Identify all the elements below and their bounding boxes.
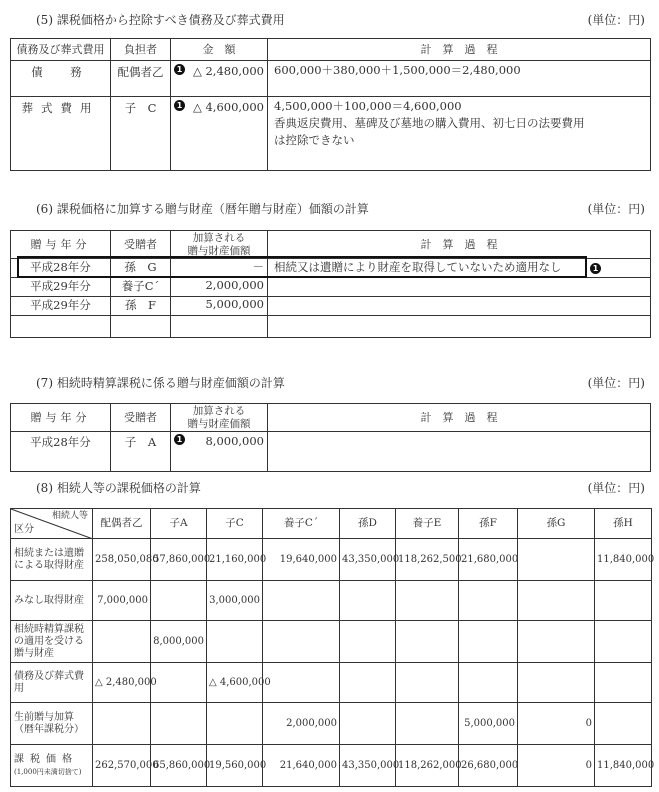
row-label	[11, 703, 93, 745]
value-cell: 26,680,000	[459, 745, 518, 787]
section-6	[0, 190, 659, 350]
value-cell: 262,570,000	[93, 745, 151, 787]
recipient-cell: 孫 F	[111, 297, 171, 316]
row-label-text: 生前贈与加算（暦年課税分）	[14, 711, 84, 735]
process-line: は控除できない	[274, 133, 355, 147]
value-cell	[595, 703, 652, 745]
value-cell	[340, 621, 396, 663]
value-cell	[151, 581, 207, 621]
table-row	[11, 539, 652, 581]
empty-cell	[111, 316, 171, 338]
table-row	[11, 278, 651, 297]
table-row	[11, 432, 651, 472]
table-row	[11, 297, 651, 316]
amount-value: 8,000,000	[205, 434, 264, 448]
value-cell	[263, 663, 340, 703]
row-label	[11, 539, 93, 581]
value-cell: 11,840,000	[595, 539, 652, 581]
value-cell: 19,560,000	[207, 745, 263, 787]
corner-header	[11, 509, 93, 539]
col-header: 孫D	[340, 509, 396, 539]
col-header: 子C	[207, 509, 263, 539]
value-cell: 8,000,000	[151, 621, 207, 663]
value-cell: 0	[518, 703, 595, 745]
value-cell	[340, 703, 396, 745]
process-cell	[268, 297, 651, 316]
process-cell	[268, 97, 651, 171]
header-item: 債務及び葬式費用	[11, 39, 111, 61]
process-cell	[268, 432, 651, 472]
col-header: 孫F	[459, 509, 518, 539]
value-cell: 118,262,000	[396, 745, 459, 787]
value-cell	[518, 581, 595, 621]
value-cell: △ 4,600,000	[207, 663, 263, 703]
table-row	[11, 703, 652, 745]
value-cell	[396, 663, 459, 703]
value-cell	[151, 663, 207, 703]
value-cell	[396, 621, 459, 663]
section-7-unit: (単位：円)	[587, 376, 645, 390]
year-cell: 平成29年分	[11, 297, 111, 316]
process-line: 4,500,000＋100,000＝4,600,000	[274, 99, 462, 113]
section-6-unit: (単位：円)	[587, 202, 645, 216]
taxable-value-table	[10, 508, 655, 787]
amount-cell	[171, 432, 268, 472]
row-label	[11, 581, 93, 621]
col-header: 養子E	[396, 509, 459, 539]
row-label	[11, 621, 93, 663]
amount-value: △ 2,480,000	[192, 64, 264, 78]
year-cell: 平成29年分	[11, 278, 111, 297]
process-cell	[268, 61, 651, 97]
amount-cell: －	[171, 259, 268, 278]
row-label-text: 相続時精算課税の適用を受ける贈与財産	[14, 623, 84, 659]
value-cell: 21,680,000	[459, 539, 518, 581]
corner-top-label: 相続人等	[51, 511, 88, 521]
header-amount: 加算される 贈与財産価額	[171, 404, 268, 432]
value-cell: 3,000,000	[207, 581, 263, 621]
corner-bottom-label: 区分	[14, 524, 34, 535]
value-cell: △ 2,480,000	[93, 663, 151, 703]
value-cell: 57,860,000	[151, 539, 207, 581]
table-row	[11, 745, 652, 787]
value-cell: 21,160,000	[207, 539, 263, 581]
col-header: 孫G	[518, 509, 595, 539]
table-row	[11, 61, 651, 97]
item-cell: 債 務	[11, 61, 111, 97]
recipient-cell: 子 A	[111, 432, 171, 472]
section-8-title: (8) 相続人等の課税価格の計算	[36, 481, 201, 495]
value-cell	[459, 663, 518, 703]
header-recipient: 受贈者	[111, 231, 171, 259]
value-cell	[263, 581, 340, 621]
amount-cell	[171, 61, 268, 97]
section-7	[0, 365, 659, 475]
value-cell	[459, 621, 518, 663]
header-process: 計 算 過 程	[268, 39, 651, 61]
value-cell: 5,000,000	[459, 703, 518, 745]
value-cell: 2,000,000	[263, 703, 340, 745]
debt-funeral-table	[10, 38, 651, 171]
value-cell	[263, 621, 340, 663]
process-cell	[268, 278, 651, 297]
section-5-unit: (単位：円)	[587, 13, 645, 27]
value-cell: 65,860,000	[151, 745, 207, 787]
col-header: 子A	[151, 509, 207, 539]
value-cell	[340, 581, 396, 621]
value-cell	[93, 703, 151, 745]
value-cell: 0	[518, 745, 595, 787]
score-badge-icon: 1	[174, 100, 185, 111]
empty-cell	[11, 316, 111, 338]
col-header: 孫H	[595, 509, 652, 539]
value-cell	[207, 703, 263, 745]
row-label	[11, 745, 93, 787]
section-8	[0, 475, 659, 792]
row-label-text: 課税価格	[14, 753, 78, 765]
section-7-title: (7) 相続時精算課税に係る贈与財産価額の計算	[36, 376, 285, 390]
amount-cell: 5,000,000	[171, 297, 268, 316]
process-cell: 相続又は遺贈により財産を取得していないため適用なし	[268, 259, 651, 278]
value-cell: 43,350,000	[340, 539, 396, 581]
gift-addition-table	[10, 230, 651, 338]
value-cell	[459, 581, 518, 621]
recipient-cell: 孫 G	[111, 259, 171, 278]
table-row	[11, 581, 652, 621]
header-amount: 金 額	[171, 39, 268, 61]
value-cell: 7,000,000	[93, 581, 151, 621]
row-label-text: みなし取得財産	[14, 594, 84, 606]
row-label	[11, 663, 93, 703]
col-header: 養子C´	[263, 509, 340, 539]
value-cell: 258,050,080	[93, 539, 151, 581]
empty-cell	[268, 316, 651, 338]
bearer-cell: 子 C	[111, 97, 171, 171]
process-line: 600,000＋380,000＋1,500,000＝2,480,000	[274, 63, 521, 77]
header-bearer: 負担者	[111, 39, 171, 61]
value-cell: 11,840,000	[595, 745, 652, 787]
value-cell	[207, 621, 263, 663]
value-cell	[518, 621, 595, 663]
recipient-cell: 養子C´	[111, 278, 171, 297]
item-cell: 葬式費用	[11, 97, 111, 171]
value-cell	[595, 663, 652, 703]
row-label-text: 相続または遺贈による取得財産	[14, 547, 84, 571]
value-cell	[396, 581, 459, 621]
row-label-text: 債務及び葬式費用	[14, 670, 84, 694]
year-cell: 平成28年分	[11, 259, 111, 278]
empty-cell	[171, 316, 268, 338]
section-5	[0, 0, 659, 180]
value-cell	[518, 539, 595, 581]
value-cell	[93, 621, 151, 663]
value-cell: 43,350,000	[340, 745, 396, 787]
value-cell	[518, 663, 595, 703]
process-line: 香典返戻費用、墓碑及び墓地の購入費用、初七日の法要費用	[274, 116, 585, 130]
table-row	[11, 316, 651, 338]
amount-cell	[171, 97, 268, 171]
amount-value: △ 4,600,000	[192, 100, 264, 114]
section-6-title: (6) 課税価格に加算する贈与財産（暦年贈与財産）価額の計算	[36, 202, 369, 216]
value-cell: 21,640,000	[263, 745, 340, 787]
score-badge-icon: 1	[174, 434, 185, 445]
highlight-box	[17, 256, 587, 278]
table-row	[11, 663, 652, 703]
amount-cell: 2,000,000	[171, 278, 268, 297]
value-cell	[595, 621, 652, 663]
value-cell: 19,640,000	[263, 539, 340, 581]
col-header: 配偶者乙	[93, 509, 151, 539]
header-year: 贈与年分	[11, 404, 111, 432]
header-recipient: 受贈者	[111, 404, 171, 432]
table-row	[11, 97, 651, 171]
row-sublabel: (1,000円未満切捨て)	[14, 767, 82, 776]
settlement-gift-table	[10, 403, 651, 472]
year-cell: 平成28年分	[11, 432, 111, 472]
score-badge-icon: 1	[590, 263, 601, 274]
value-cell	[340, 663, 396, 703]
value-cell: 118,262,500	[396, 539, 459, 581]
header-process: 計 算 過 程	[268, 231, 651, 259]
table-row	[11, 621, 652, 663]
section-5-title: (5) 課税価格から控除すべき債務及び葬式費用	[36, 13, 285, 27]
header-amount: 加算される 贈与財産価額	[171, 231, 268, 259]
bearer-cell: 配偶者乙	[111, 61, 171, 97]
header-process: 計 算 過 程	[268, 404, 651, 432]
value-cell	[595, 581, 652, 621]
section-8-unit: (単位：円)	[587, 481, 645, 495]
header-year: 贈与年分	[11, 231, 111, 259]
value-cell	[151, 703, 207, 745]
score-badge-icon: 1	[174, 64, 185, 75]
value-cell	[396, 703, 459, 745]
